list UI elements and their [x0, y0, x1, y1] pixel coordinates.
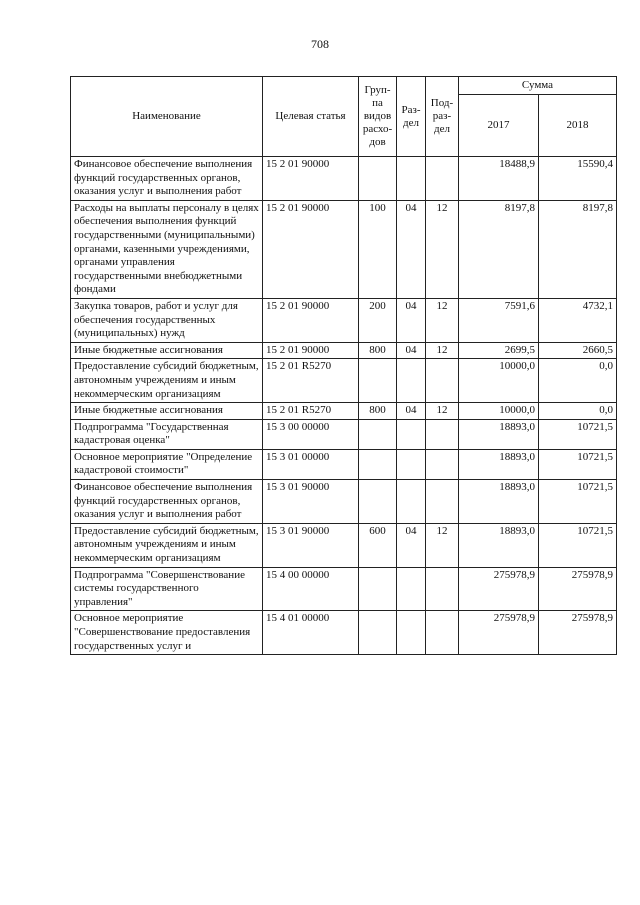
cell-subsection — [426, 157, 459, 201]
cell-sum-2018: 0,0 — [539, 359, 617, 403]
cell-sum-2018: 275978,9 — [539, 567, 617, 611]
table-row — [71, 449, 617, 479]
table-row — [71, 342, 617, 359]
cell-subsection — [426, 611, 459, 655]
header-section: Раз- дел — [397, 77, 426, 157]
cell-subsection — [426, 567, 459, 611]
table-row — [71, 523, 617, 567]
table-row — [71, 200, 617, 298]
table-row — [71, 298, 617, 342]
cell-sum-2018: 2660,5 — [539, 342, 617, 359]
cell-target-article: 15 3 01 90000 — [263, 480, 359, 524]
header-year-2017: 2017 — [459, 95, 539, 157]
cell-target-article: 15 2 01 R5270 — [263, 403, 359, 420]
cell-sum-2017: 7591,6 — [459, 298, 539, 342]
cell-target-article: 15 2 01 R5270 — [263, 359, 359, 403]
header-subsection: Под- раз- дел — [426, 77, 459, 157]
cell-target-article: 15 3 01 90000 — [263, 523, 359, 567]
cell-section — [397, 567, 426, 611]
cell-section — [397, 359, 426, 403]
cell-sum-2017: 18893,0 — [459, 523, 539, 567]
table-row — [71, 157, 617, 201]
cell-name: Иные бюджетные ассигнования — [71, 403, 263, 420]
cell-name: Основное мероприятие "Определение кадастровой стоимости" — [71, 449, 263, 479]
cell-subsection: 12 — [426, 342, 459, 359]
cell-sum-2017: 2699,5 — [459, 342, 539, 359]
cell-subsection: 12 — [426, 298, 459, 342]
cell-subsection: 12 — [426, 523, 459, 567]
cell-section: 04 — [397, 523, 426, 567]
header-expense-group: Груп- па видов расхо- дов — [359, 77, 397, 157]
cell-name: Расходы на выплаты персоналу в целях обеспечения выполнения функций государственными (муниципальными) органами, казенными учреждениями, органами управления государственными внебюджетными фондами — [71, 200, 263, 298]
cell-expense-group — [359, 359, 397, 403]
cell-name: Закупка товаров, работ и услуг для обеспечения государственных (муниципальных) нужд — [71, 298, 263, 342]
cell-sum-2018: 10721,5 — [539, 480, 617, 524]
header-year-2018: 2018 — [539, 95, 617, 157]
cell-sum-2017: 10000,0 — [459, 359, 539, 403]
cell-target-article: 15 3 00 00000 — [263, 419, 359, 449]
cell-sum-2018: 10721,5 — [539, 419, 617, 449]
cell-section — [397, 157, 426, 201]
cell-section: 04 — [397, 342, 426, 359]
cell-expense-group — [359, 611, 397, 655]
cell-expense-group — [359, 157, 397, 201]
cell-expense-group — [359, 480, 397, 524]
cell-target-article: 15 2 01 90000 — [263, 200, 359, 298]
cell-section — [397, 480, 426, 524]
header-name: Наименование — [71, 77, 263, 157]
cell-section: 04 — [397, 403, 426, 420]
cell-name: Предоставление субсидий бюджетным, автономным учреждениям и иным некоммерческим организациям — [71, 523, 263, 567]
table-header — [71, 77, 617, 157]
cell-target-article: 15 2 01 90000 — [263, 157, 359, 201]
cell-name: Финансовое обеспечение выполнения функций государственных органов, оказания услуг и выполнения работ — [71, 480, 263, 524]
cell-name: Предоставление субсидий бюджетным, автономным учреждениям и иным некоммерческим организациям — [71, 359, 263, 403]
cell-sum-2018: 4732,1 — [539, 298, 617, 342]
cell-expense-group — [359, 567, 397, 611]
cell-section — [397, 449, 426, 479]
table-row — [71, 567, 617, 611]
cell-sum-2018: 15590,4 — [539, 157, 617, 201]
cell-name: Основное мероприятие "Совершенствование предоставления государственных услуг и — [71, 611, 263, 655]
cell-sum-2017: 275978,9 — [459, 567, 539, 611]
cell-name: Подпрограмма "Государственная кадастровая оценка" — [71, 419, 263, 449]
table-row — [71, 403, 617, 420]
cell-section — [397, 419, 426, 449]
cell-expense-group: 100 — [359, 200, 397, 298]
cell-sum-2017: 275978,9 — [459, 611, 539, 655]
cell-subsection — [426, 359, 459, 403]
table-row — [71, 480, 617, 524]
cell-sum-2018: 10721,5 — [539, 449, 617, 479]
cell-sum-2017: 18893,0 — [459, 419, 539, 449]
cell-section — [397, 611, 426, 655]
cell-name: Подпрограмма "Совершенствование системы государственного управления" — [71, 567, 263, 611]
cell-name: Иные бюджетные ассигнования — [71, 342, 263, 359]
cell-sum-2018: 0,0 — [539, 403, 617, 420]
cell-subsection — [426, 419, 459, 449]
header-sum: Сумма — [459, 77, 617, 95]
cell-sum-2017: 10000,0 — [459, 403, 539, 420]
cell-sum-2018: 275978,9 — [539, 611, 617, 655]
cell-target-article: 15 2 01 90000 — [263, 342, 359, 359]
cell-target-article: 15 4 01 00000 — [263, 611, 359, 655]
page-number: 708 — [311, 37, 329, 51]
cell-sum-2017: 18893,0 — [459, 449, 539, 479]
cell-subsection: 12 — [426, 200, 459, 298]
table-row — [71, 419, 617, 449]
cell-expense-group: 200 — [359, 298, 397, 342]
cell-subsection — [426, 449, 459, 479]
cell-target-article: 15 3 01 00000 — [263, 449, 359, 479]
cell-sum-2018: 8197,8 — [539, 200, 617, 298]
header-target-article: Целевая статья — [263, 77, 359, 157]
cell-target-article: 15 2 01 90000 — [263, 298, 359, 342]
cell-sum-2017: 18893,0 — [459, 480, 539, 524]
table-body — [71, 157, 617, 655]
table-row — [71, 359, 617, 403]
cell-sum-2017: 18488,9 — [459, 157, 539, 201]
cell-name: Финансовое обеспечение выполнения функций государственных органов, оказания услуг и выполнения работ — [71, 157, 263, 201]
cell-sum-2018: 10721,5 — [539, 523, 617, 567]
cell-sum-2017: 8197,8 — [459, 200, 539, 298]
cell-expense-group: 600 — [359, 523, 397, 567]
table-row — [71, 611, 617, 655]
budget-table — [70, 76, 617, 655]
cell-subsection: 12 — [426, 403, 459, 420]
cell-section: 04 — [397, 298, 426, 342]
cell-subsection — [426, 480, 459, 524]
cell-target-article: 15 4 00 00000 — [263, 567, 359, 611]
cell-section: 04 — [397, 200, 426, 298]
cell-expense-group — [359, 449, 397, 479]
cell-expense-group: 800 — [359, 342, 397, 359]
cell-expense-group — [359, 419, 397, 449]
cell-expense-group: 800 — [359, 403, 397, 420]
